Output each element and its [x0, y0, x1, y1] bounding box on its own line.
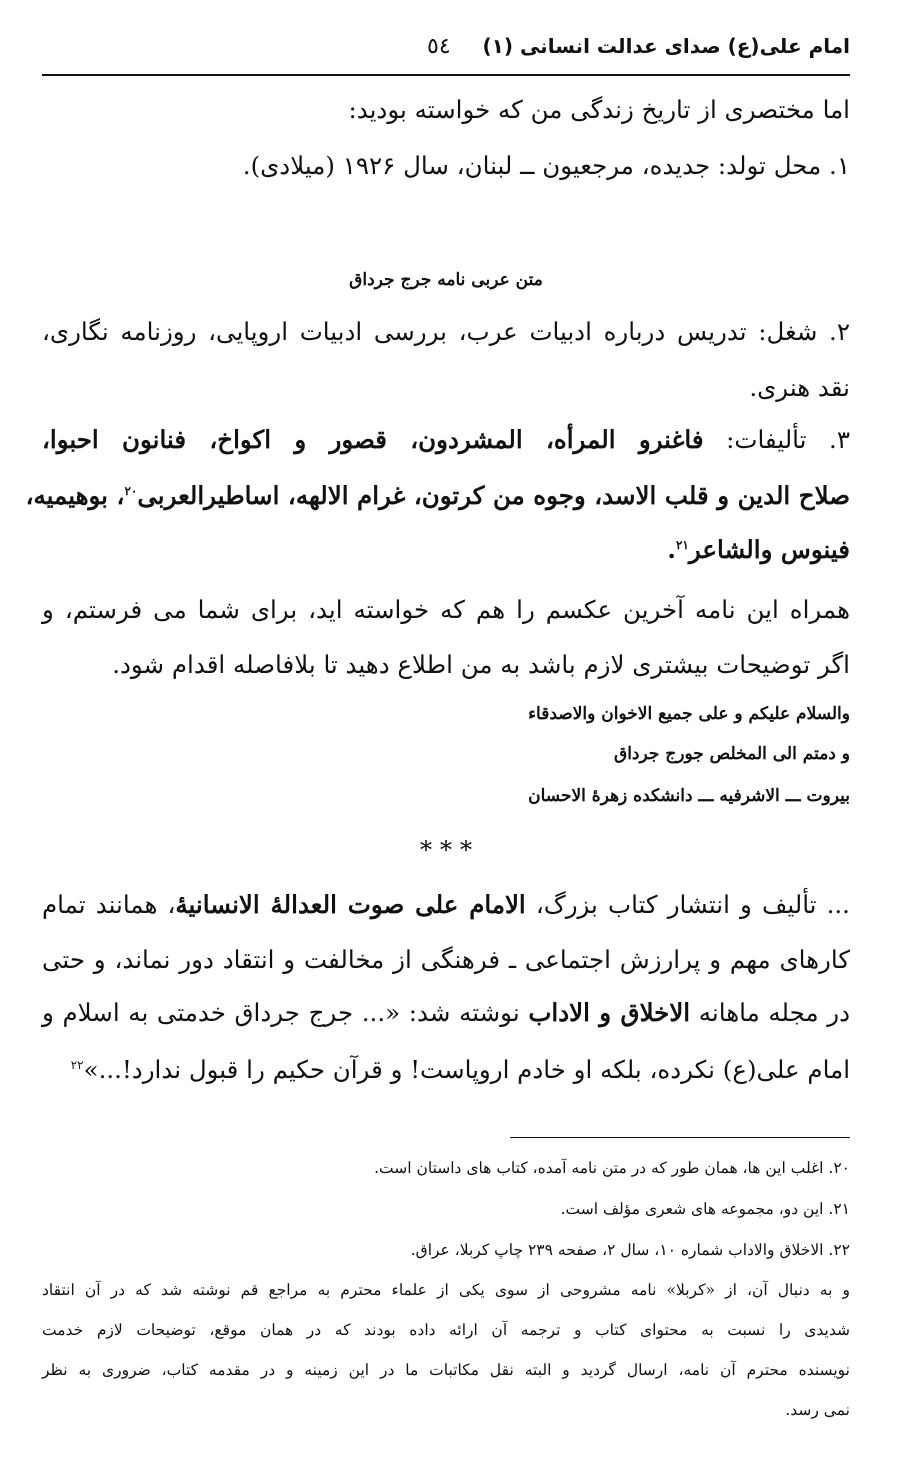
signoff-line-3: بیروت ـــ الاشرفیه ـــ دانشکده زهرهٔ الاحسان — [528, 786, 850, 806]
footnote-ref-20: ۲۰ — [124, 483, 138, 498]
footnote-note-line-3: نویسنده محترم آن نامه، ارسال گردید و البته نقل مکاتبات ما در این زمینه و در مقدمه کتاب، ضروری به نظر — [42, 1361, 850, 1379]
body-line-3-end: نوشته شد: «... جرج جرداق خدمتی به اسلام و — [42, 998, 529, 1027]
footnote-ref-22: ۲۲ — [70, 1057, 84, 1072]
works-line-1 — [42, 420, 850, 460]
signoff-line-1: والسلام علیکم و علی جمیع الاخوان والاصدقاء — [528, 704, 850, 724]
footnote-divider — [510, 1137, 850, 1138]
intro-line-1: اما مختصری از تاریخ زندگی من که خواسته بودید: — [348, 95, 850, 124]
running-title: امام علی(ع) صدای عدالت انسانی (۱) — [482, 34, 850, 58]
footnote-20: ۲۰. اغلب این ها، همان طور که در متن نامه آمده، کتاب های داستان است. — [374, 1159, 850, 1177]
footnote-note-line-1: و به دنبال آن، از «کربلا» نامه مشروحی از سوی یکی از علماء محترم به مراجع قم نوشته شد که در آن انتقاد — [42, 1281, 850, 1299]
section-separator: * * * — [419, 835, 473, 864]
footnote-22: ۲۲. الاخلاق والاداب شماره ۱۰، سال ۲، صفحه ۲۳۹ چاپ کربلا، عراق. — [410, 1241, 850, 1259]
works-line-2 — [25, 476, 850, 516]
page-header — [42, 34, 850, 74]
works-list-2: صلاح الدین و قلب الاسد، وجوه من کرتون، غرام الالهه، اساطیرالعربی — [137, 481, 850, 510]
footnote-ref-21: ۲۱ — [675, 537, 689, 552]
book-title: الامام علی صوت العدالهٔ الانسانیهٔ — [175, 890, 526, 919]
closing-line-2: اگر توضیحات بیشتری لازم باشد به من اطلاع دهید تا بلافاصله اقدام شود. — [112, 650, 850, 679]
footnote-note-line-4: نمی رسد. — [785, 1401, 850, 1419]
body-line-4 — [42, 1050, 850, 1090]
occupation-line-2: نقد هنری. — [749, 373, 850, 402]
body-line-3 — [42, 993, 850, 1033]
works-list-3: فینوس والشاعر — [688, 535, 850, 564]
body-line-4-text: امام علی(ع) نکرده، بلکه او خادم اروپاست! و قرآن حکیم را قبول ندارد!...» — [83, 1055, 850, 1084]
body-line-1-end: ، همانند تمام — [42, 890, 176, 919]
footnote-21: ۲۱. این دو، مجموعه های شعری مؤلف است. — [560, 1200, 850, 1218]
works-list-1: فاغنرو المرأه، المشردون، قصور و اکواخ، فنانون احبوا، — [42, 425, 704, 454]
magazine-name: الاخلاق و الاداب — [528, 998, 691, 1027]
birthplace-line: ۱. محل تولد: جدیده، مرجعیون ــ لبنان، سال ۱۹۲۶ (میلادی). — [242, 151, 850, 180]
occupation-line-1: ۲. شغل: تدریس درباره ادبیات عرب، بررسی ادبیات اروپایی، روزنامه نگاری، — [42, 317, 850, 346]
body-line-1-start: ... تألیف و انتشار کتاب بزرگ، — [525, 890, 850, 919]
closing-line-1: همراه این نامه آخرین عکسم را هم که خواسته اید، برای شما می فرستم، و — [42, 595, 850, 624]
works-line-3 — [42, 530, 850, 570]
body-line-2: کارهای مهم و پرارزش اجتماعی ـ فرهنگی از مخالفت و انتقاد دور نماند، و حتی — [42, 945, 850, 974]
works-label: ۳. تألیفات: — [726, 425, 850, 454]
section-title: متن عربی نامه جرج جرداق — [349, 270, 543, 290]
footnote-note-line-2: شدیدی را نسبت به محتوای کتاب و ترجمه آن ارائه داده بودند که در همان موقع، توضیحات لازم خدمت — [42, 1321, 850, 1339]
works-list-3-end: . — [667, 535, 676, 564]
body-line-3-start: در مجله ماهانه — [690, 998, 850, 1027]
works-list-2-end: ، بوهیمیه، — [25, 481, 125, 510]
signoff-line-2: و دمتم الی المخلص جورج جرداق — [614, 744, 850, 764]
body-line-1 — [42, 885, 850, 925]
page-number: ٥٤ — [427, 34, 451, 59]
header-divider — [42, 74, 850, 76]
